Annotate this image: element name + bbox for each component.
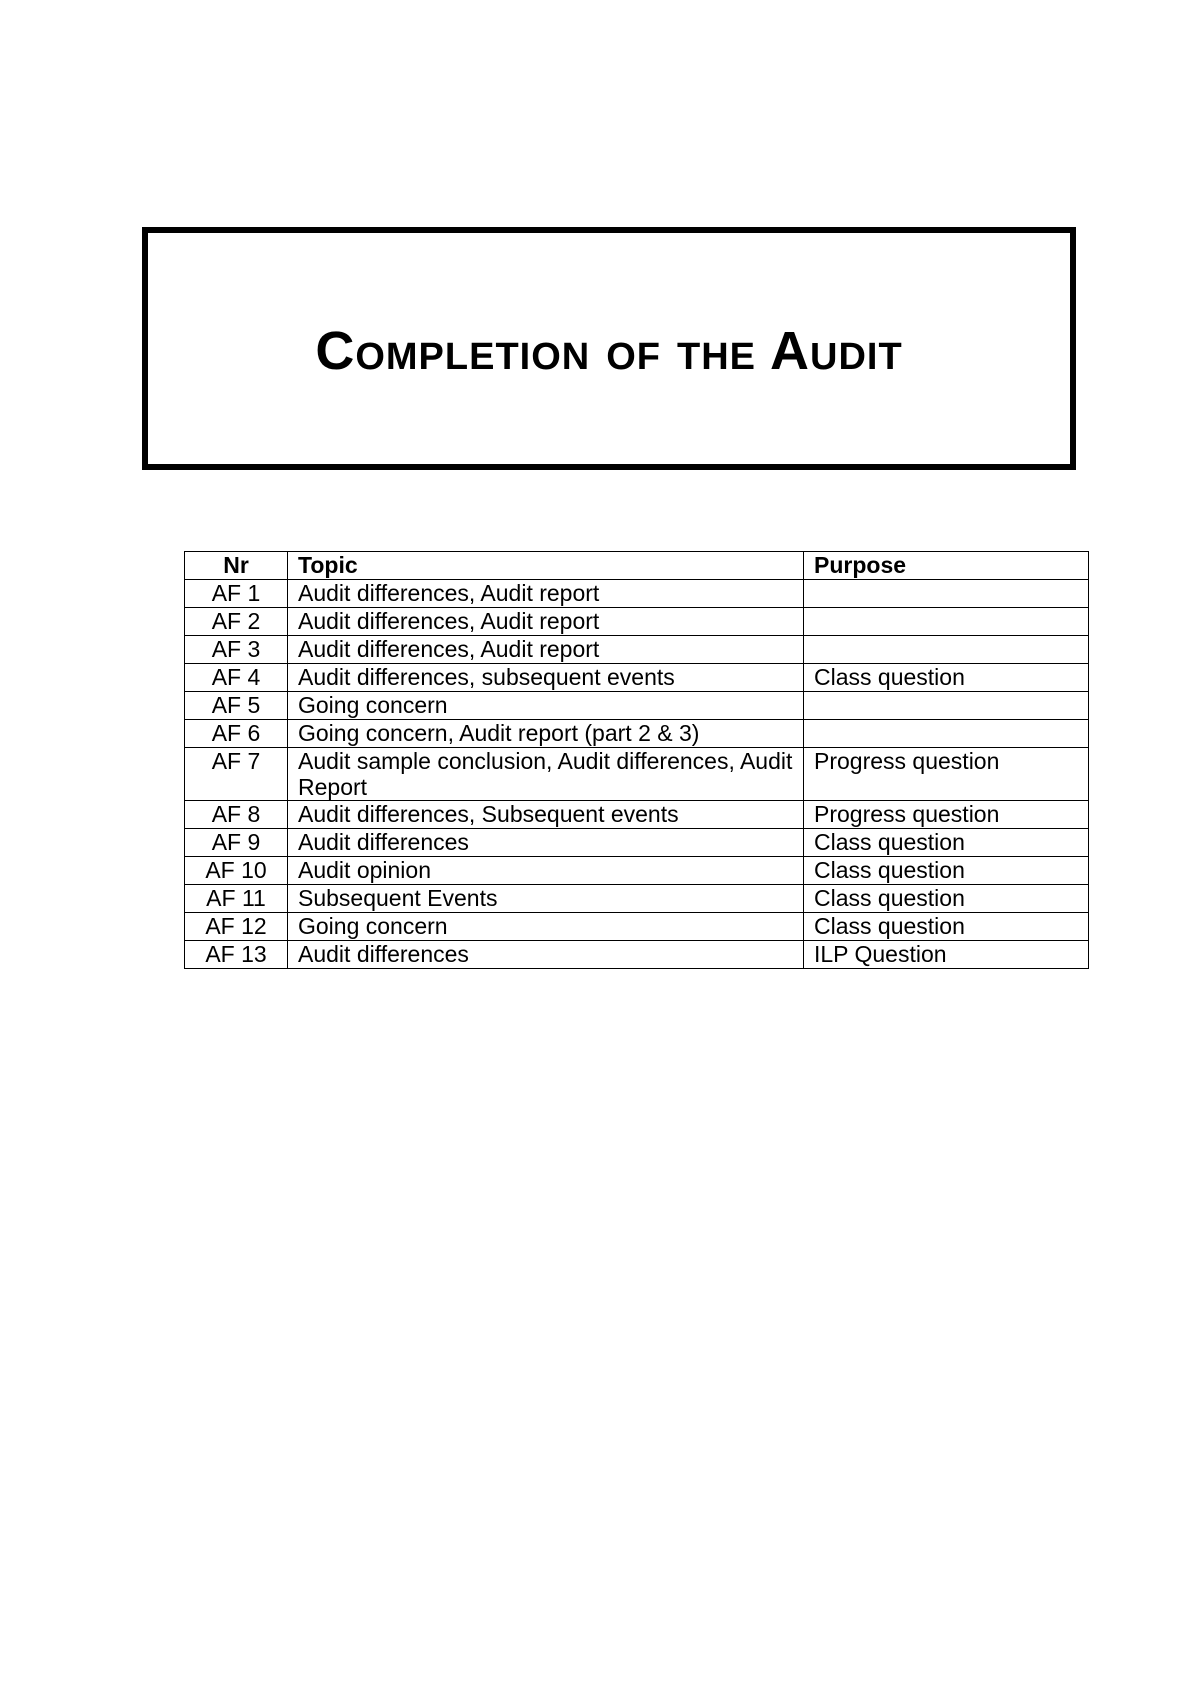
cell-purpose: Class question: [804, 913, 1089, 941]
cell-purpose: [804, 692, 1089, 720]
cell-nr: AF 9: [185, 829, 288, 857]
cell-topic: Audit differences, Subsequent events: [288, 801, 804, 829]
table-row: [185, 801, 1089, 829]
cell-purpose: Progress question: [804, 748, 1089, 801]
title-box: [142, 227, 1076, 470]
cell-purpose: [804, 636, 1089, 664]
cell-purpose: Progress question: [804, 801, 1089, 829]
cell-nr: AF 1: [185, 580, 288, 608]
table-row: [185, 608, 1089, 636]
table-row: [185, 664, 1089, 692]
column-header-topic: Topic: [288, 552, 804, 580]
table-row: [185, 720, 1089, 748]
table-row: [185, 748, 1089, 801]
cell-purpose: [804, 720, 1089, 748]
table-row: [185, 692, 1089, 720]
cell-nr: AF 8: [185, 801, 288, 829]
cell-nr: AF 12: [185, 913, 288, 941]
cell-purpose: Class question: [804, 885, 1089, 913]
table-row: [185, 636, 1089, 664]
cell-purpose: [804, 608, 1089, 636]
cell-nr: AF 10: [185, 857, 288, 885]
cell-nr: AF 7: [185, 748, 288, 801]
assignment-table: [184, 551, 1089, 969]
cell-topic: Audit differences, Audit report: [288, 608, 804, 636]
cell-purpose: Class question: [804, 664, 1089, 692]
cell-nr: AF 5: [185, 692, 288, 720]
cell-nr: AF 11: [185, 885, 288, 913]
cell-topic: Subsequent Events: [288, 885, 804, 913]
cell-nr: AF 13: [185, 941, 288, 969]
cell-nr: AF 4: [185, 664, 288, 692]
table-row: [185, 885, 1089, 913]
cell-purpose: Class question: [804, 857, 1089, 885]
cell-purpose: [804, 580, 1089, 608]
cell-topic: Audit opinion: [288, 857, 804, 885]
cell-topic: Audit differences: [288, 829, 804, 857]
cell-topic: Going concern: [288, 913, 804, 941]
cell-topic: Going concern: [288, 692, 804, 720]
table-row: [185, 857, 1089, 885]
cell-topic: Audit differences: [288, 941, 804, 969]
cell-topic: Audit differences, Audit report: [288, 580, 804, 608]
table-header-row: [185, 552, 1089, 580]
cell-nr: AF 3: [185, 636, 288, 664]
cell-nr: AF 6: [185, 720, 288, 748]
column-header-purpose: Purpose: [804, 552, 1089, 580]
cell-nr: AF 2: [185, 608, 288, 636]
column-header-nr: Nr: [185, 552, 288, 580]
table-row: [185, 941, 1089, 969]
page-title: Completion of the Audit: [315, 320, 903, 381]
table-row: [185, 829, 1089, 857]
cell-topic: Audit differences, subsequent events: [288, 664, 804, 692]
cell-purpose: ILP Question: [804, 941, 1089, 969]
cell-topic: Going concern, Audit report (part 2 & 3): [288, 720, 804, 748]
cell-topic: Audit differences, Audit report: [288, 636, 804, 664]
table-row: [185, 580, 1089, 608]
cell-topic: Audit sample conclusion, Audit differences, Audit Report: [288, 748, 804, 801]
cell-purpose: Class question: [804, 829, 1089, 857]
table-row: [185, 913, 1089, 941]
